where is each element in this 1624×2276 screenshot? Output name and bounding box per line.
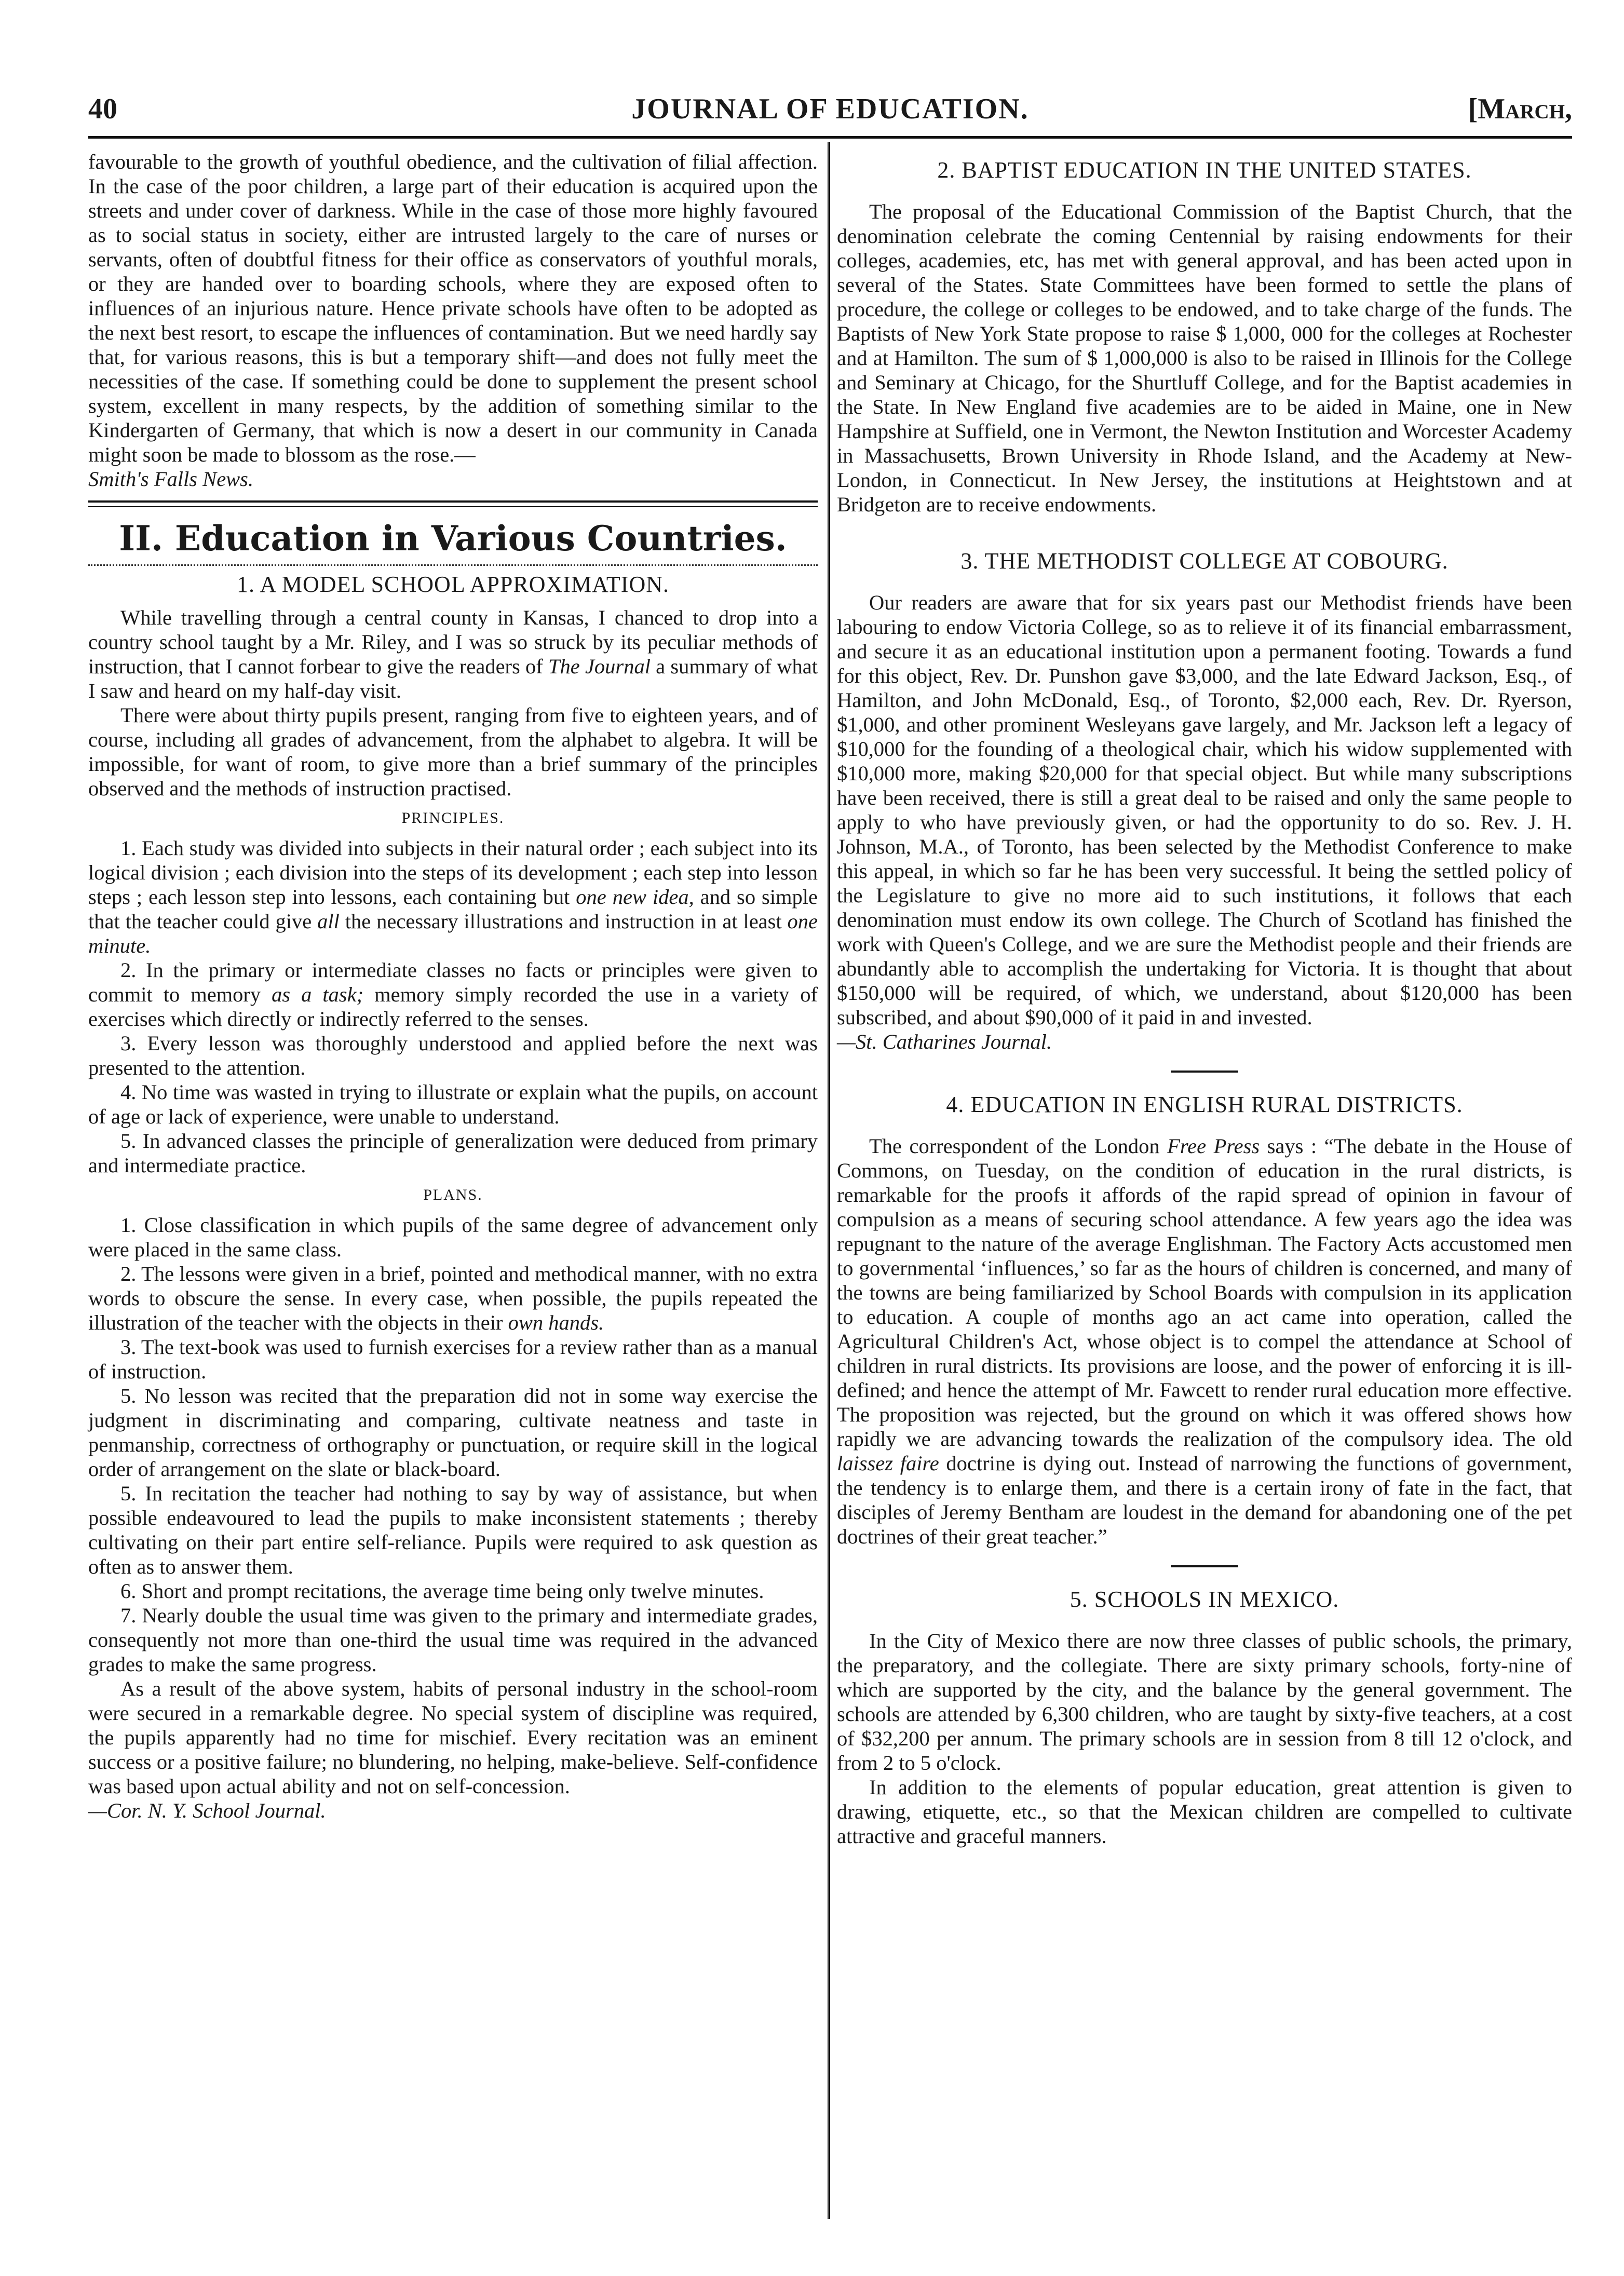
intro-text: favourable to the growth of youthful obedience, and the cultivation of filial affection. In the case of the poor children, a large part of their education is acquired upon the streets and under cover of darkness. While in the case of those more highly favoured as to social status in society, either are intrusted largely to the care of nurses or servants, often of doubtful fitness for their office as conservators of youthful morals, or they are handed over to boarding schools, where they are exposed often to influences of an injurious nature. Hence private schools have often to be adopted as the next best resort, to escape the influences of contamination. But we need hardly say that, for various reasons, this is but a temporary shift—and does not fully meet the necessities of the case. If something could be done to supplement the present school system, excellent in many respects, by the addition of something similar to the Kindergarten of Germany, that which is now a desert in our community in Canada might soon be made to blossom as the rose.—: [88, 150, 818, 466]
header-rule: [88, 136, 1572, 139]
body-italic: laissez faire: [837, 1452, 939, 1475]
principle-item: 4. No time was wasted in trying to illustrate or explain what the pupils, on account of age or lack of experience, were unable to understand.: [88, 1080, 818, 1128]
p1-text-end: a summary of what I saw and heard on my half-day visit.: [88, 655, 818, 702]
item-text: 2. The lessons were given in a brief, pointed and methodical manner, with no extra words to obscure the sense. In every case, when possible, the pupils repeated the illustration of the teacher with the objects in their: [88, 1262, 818, 1334]
plan-item: 5. No lesson was recited that the preparation did not in some way exercise the judgment in discriminating and comparing, cultivate neatness and taste in penmanship, correctness of orthography or punctuation, or require skill in the logical order of arrangement on the slate or black-board.: [88, 1384, 818, 1481]
principles-heading: PRINCIPLES.: [401, 809, 505, 827]
article-separator: [1171, 1565, 1238, 1567]
chapter-heading: II. Education in Various Countries.: [119, 518, 787, 559]
principle-item: 5. In advanced classes the principle of generalization were deduced from primary and intermediate practice.: [88, 1129, 818, 1177]
item-italic: as a task;: [272, 983, 364, 1006]
page-header: [88, 92, 1572, 139]
article-paragraph: [88, 605, 818, 703]
closing-paragraph: As a result of the above system, habits of personal industry in the school-room were secured in a remarkable degree. No special system of discipline was required, the pupils apparently had no time for mischief. Every recitation was an eminent success or a positive failure; no blundering, no helping, make-believe. Self-confidence was based upon actual ability and not on self-concession.: [88, 1677, 818, 1798]
body-text: doctrine is dying out. Instead of narrowing the functions of government, the tendency is to enlarge them, and there is a certain irony of fate in the fact, that disciples of Jeremy Bentham are loudest in the demand for abandoning one of the pet doctrines of their great teacher.”: [837, 1452, 1572, 1548]
principle-item: [88, 958, 818, 1031]
item-text: the necessary illustrations and instruction in at least: [339, 910, 788, 933]
article-title: 5. SCHOOLS IN MEXICO.: [1070, 1587, 1339, 1612]
item-italic: all: [317, 910, 340, 933]
article-paragraph: Our readers are aware that for six years past our Methodist friends have been labouring to endow Victoria College, so as to relieve it of its financial embarrassment, and secure it as an educational institution upon a permanent footing. Towards a fund for this object, Rev. Dr. Punshon gave $3,000, and the late Edward Jackson, Esq., of Hamilton, and John McDonald, Esq., of Toronto, $2,000 each, Rev. Dr. Ryerson, $1,000, and other prominent Wesleyans gave largely, and Mr. Jackson left a legacy of $10,000 for the founding of a theological chair, which his widow supplemented with $10,000 more, making $20,000 for that special object. But while many subscriptions have been received, there is still a great deal to be raised and only the same people to apply to who have previously given, or had the opportunity to do so. Rev. J. H. Johnson, M.A., of Toronto, has been selected by the Methodist Conference to make this appeal, in which so far he has been very successful. It being the settled policy of the Legislature to give no more aid to such institutions, it follows that each denomination must endow its own college. The Church of Scotland has finished the work with Queen's College, and we are sure the Methodist people and their friends are abundantly able to accomplish the undertaking for Victoria. It is thought that about $150,000 will be required, of which, we understand, about $120,000 has been subscribed, and about $90,000 of it paid in and invested.: [837, 591, 1572, 1029]
article-separator: [1171, 1071, 1238, 1073]
issue-month: [March,: [1468, 93, 1572, 125]
left-column: [88, 150, 818, 1823]
plan-item: [88, 1262, 818, 1335]
column-divider: [828, 142, 830, 2219]
plan-item: 7. Nearly double the usual time was given to the primary and intermediate grades, consequently not more than one-third the usual time was required in the advanced grades to make the same progress.: [88, 1604, 818, 1676]
principle-item: [88, 836, 818, 958]
item-text: memory simply recorded the use in a variety of exercises which directly or indirectly referred to the senses.: [88, 983, 818, 1031]
intro-source: Smith's Falls News.: [88, 467, 254, 491]
journal-title: JOURNAL OF EDUCATION.: [631, 93, 1029, 125]
article-paragraph: There were about thirty pupils present, ranging from five to eighteen years, and of course, including all grades of advancement, from the alphabet to algebra. It will be impossible, for want of room, to give more than a brief summary of the principles observed and the methods of instruction practised.: [88, 703, 818, 800]
page-number: 40: [88, 93, 117, 125]
intro-paragraph: [88, 150, 818, 491]
p1-italic: The Journal: [548, 655, 651, 678]
body-text: says : “The debate in the House of Commons, on Tuesday, on the condition of education in the rural districts, is remarkable for the proofs it affords of the rapid spread of opinion in favour of compulsion as a means of securing school attendance. A few years ago the idea was repugnant to the nature of the average Englishman. The Factory Acts accustomed men to governmental ‘influences,’ so far as the hours of children is concerned, and many of the towns are being familiarized by School Boards with compulsion in its application to education. A couple of months ago an act came into operation, called the Agricultural Children's Act, whose object is to compel the attendance at School of children in rural districts. Its provisions are loose, and the power of enforcing it is ill-defined; and hence the attempt of Mr. Fawcett to render rural education more effective. The proposition was rejected, but the ground on which it was offered shows how rapidly we are advancing towards the realization of the compulsory idea. The old: [837, 1134, 1572, 1451]
item-italic: one minute.: [88, 910, 818, 957]
article-paragraph: [837, 1134, 1572, 1549]
plan-item: 5. In recitation the teacher had nothing to say by way of assistance, but when possible endeavoured to lead the pupils to make inconsistent statements ; thereby cultivating on their part entire self-reliance. Pupils were required to ask question as often as to answer them.: [88, 1482, 818, 1578]
article-source: —St. Catharines Journal.: [837, 1030, 1052, 1053]
right-column: [837, 150, 1572, 1848]
body-italic: Free Press: [1167, 1134, 1260, 1158]
plan-item: 3. The text-book was used to furnish exercises for a review rather than as a manual of instruction.: [88, 1335, 818, 1383]
plan-item: 6. Short and prompt recitations, the average time being only twelve minutes.: [120, 1579, 764, 1603]
principle-item: 3. Every lesson was thoroughly understood and applied before the next was presented to the attention.: [88, 1032, 818, 1079]
article-title: 2. BAPTIST EDUCATION IN THE UNITED STATES.: [937, 157, 1472, 183]
article-paragraph: In addition to the elements of popular education, great attention is given to drawing, etiquette, etc., so that the Mexican children are compelled to cultivate attractive and graceful manners.: [837, 1776, 1572, 1848]
chapter-ornament-rule: [88, 564, 818, 566]
item-italic: one new idea,: [576, 885, 694, 909]
plan-item: 1. Close classification in which pupils of the same degree of advancement only were placed in the same class.: [88, 1213, 818, 1261]
section-double-rule: [88, 500, 818, 507]
article-title: 3. THE METHODIST COLLEGE AT COBOURG.: [960, 548, 1449, 574]
body-text: The correspondent of the London: [869, 1134, 1168, 1158]
plans-heading: PLANS.: [423, 1186, 483, 1203]
item-text: and so simple that the teacher could give: [88, 885, 818, 933]
p1-text: While travelling through a central county in Kansas, I chanced to drop into a country school taught by a Mr. Riley, and I was so struck by its peculiar methods of instruction, that I cannot forbear to give the readers of: [88, 606, 818, 678]
article-title: 1. A MODEL SCHOOL APPROXIMATION.: [236, 572, 670, 597]
item-text: 2. In the primary or intermediate classes no facts or principles were given to commit to memory: [88, 958, 818, 1006]
article-source: —Cor. N. Y. School Journal.: [88, 1799, 326, 1822]
item-italic: own hands.: [508, 1311, 604, 1334]
article-title: 4. EDUCATION IN ENGLISH RURAL DISTRICTS.: [946, 1092, 1463, 1117]
article-paragraph: The proposal of the Educational Commission of the Baptist Church, that the denomination celebrate the coming Centennial by raising endowments for their colleges, academies, etc, has met with general approval, and has been acted upon in several of the States. State Committees have been formed to settle the plans of procedure, the college or colleges to be endowed, and to take charge of the funds. The Baptists of New York State propose to raise $ 1,000, 000 for the colleges at Rochester and at Hamilton. The sum of $ 1,000,000 is also to be raised in Illinois for the College and Seminary at Chicago, for the Shurtluff College, and for the Baptist academies in the State. In New England five academies are to be aided in Maine, one in New Hampshire at Suffield, one in Vermont, the Newton Institution and Worcester Academy in Massachusetts, Brown University in Rhode Island, and the Academy at New-London, in Connecticut. In New Jersey, the institutions at Heightstown and at Bridgeton are to receive endowments.: [837, 200, 1572, 516]
item-text: 1. Each study was divided into subjects in their natural order ; each subject into its logical division ; each division into the steps of its development ; each step into lesson steps ; each lesson step into lessons, each containing but: [88, 836, 818, 909]
article-paragraph: In the City of Mexico there are now three classes of public schools, the primary, the preparatory, and the collegiate. There are sixty primary schools, forty-nine of which are supported by the city, and the balance by the general government. The schools are attended by 6,300 children, who are taught by sixty-five teachers, at a cost of $32,200 per annum. The primary schools are in session from 8 till 12 o'clock, and from 2 to 5 o'clock.: [837, 1629, 1572, 1774]
